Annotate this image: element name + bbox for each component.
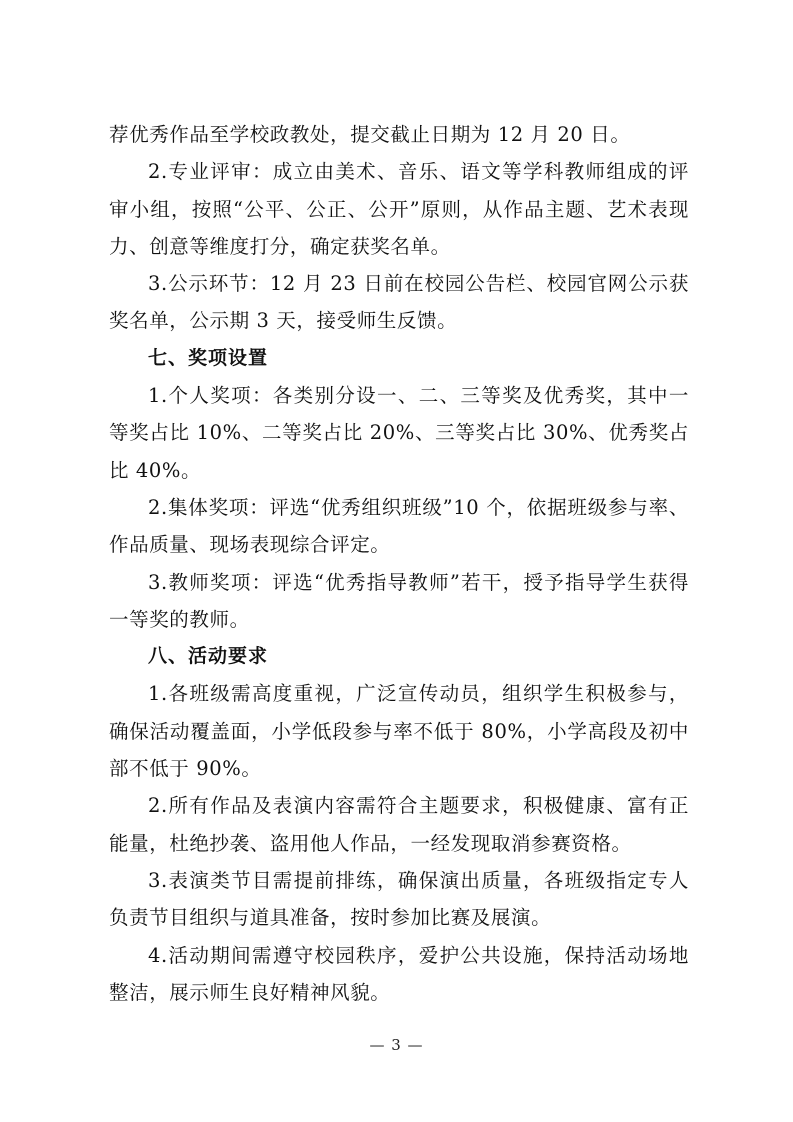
- paragraph-requirement-order: 4.活动期间需遵守校园秩序，爱护公共设施，保持活动场地整洁，展示师生良好精神风貌。: [109, 943, 689, 1004]
- paragraph-professional-review: 2.专业评审：成立由美术、音乐、语文等学科教师组成的评审小组，按照“公平、公正、公开”原则，从作品主题、艺术表现力、创意等维度打分，确定获奖名单。: [109, 160, 689, 258]
- paragraph-group-awards: 2.集体奖项：评选“优秀组织班级”10 个，依据班级参与率、作品质量、现场表现综合评定。: [109, 495, 689, 557]
- paragraph-teacher-awards: 3.教师奖项：评选“优秀指导教师”若干，授予指导学生获得一等奖的教师。: [109, 570, 689, 631]
- paragraph-requirement-rehearsal: 3.表演类节目需提前排练，确保演出质量，各班级指定专人负责节目组织与道具准备，按时参加比赛及展演。: [109, 868, 689, 930]
- paragraph-requirement-content: 2.所有作品及表演内容需符合主题要求，积极健康、富有正能量，杜绝抄袭、盗用他人作品，一经发现取消参赛资格。: [109, 794, 689, 855]
- paragraph-requirement-participation: 1.各班级需高度重视，广泛宣传动员，组织学生积极参与，确保活动覆盖面，小学低段参与率不低于 80%，小学高段及初中部不低于 90%。: [109, 682, 689, 781]
- paragraph-submission-deadline: 荐优秀作品至学校政教处，提交截止日期为 12 月 20 日。: [109, 123, 631, 146]
- section-heading-awards: 七、奖项设置: [148, 346, 269, 369]
- section-heading-requirements: 八、活动要求: [148, 645, 269, 668]
- document-body: [109, 116, 689, 1011]
- page-number: — 3 —: [369, 1036, 424, 1054]
- paragraph-public-notice: 3.公示环节：12 月 23 日前在校园公告栏、校园官网公示获奖名单，公示期 3 天，接受师生反馈。: [109, 272, 689, 333]
- paragraph-individual-awards: 1.个人奖项：各类别分设一、二、三等奖及优秀奖，其中一等奖占比 10%、二等奖占比 20%、三等奖占比 30%、优秀奖占比 40%。: [109, 384, 689, 482]
